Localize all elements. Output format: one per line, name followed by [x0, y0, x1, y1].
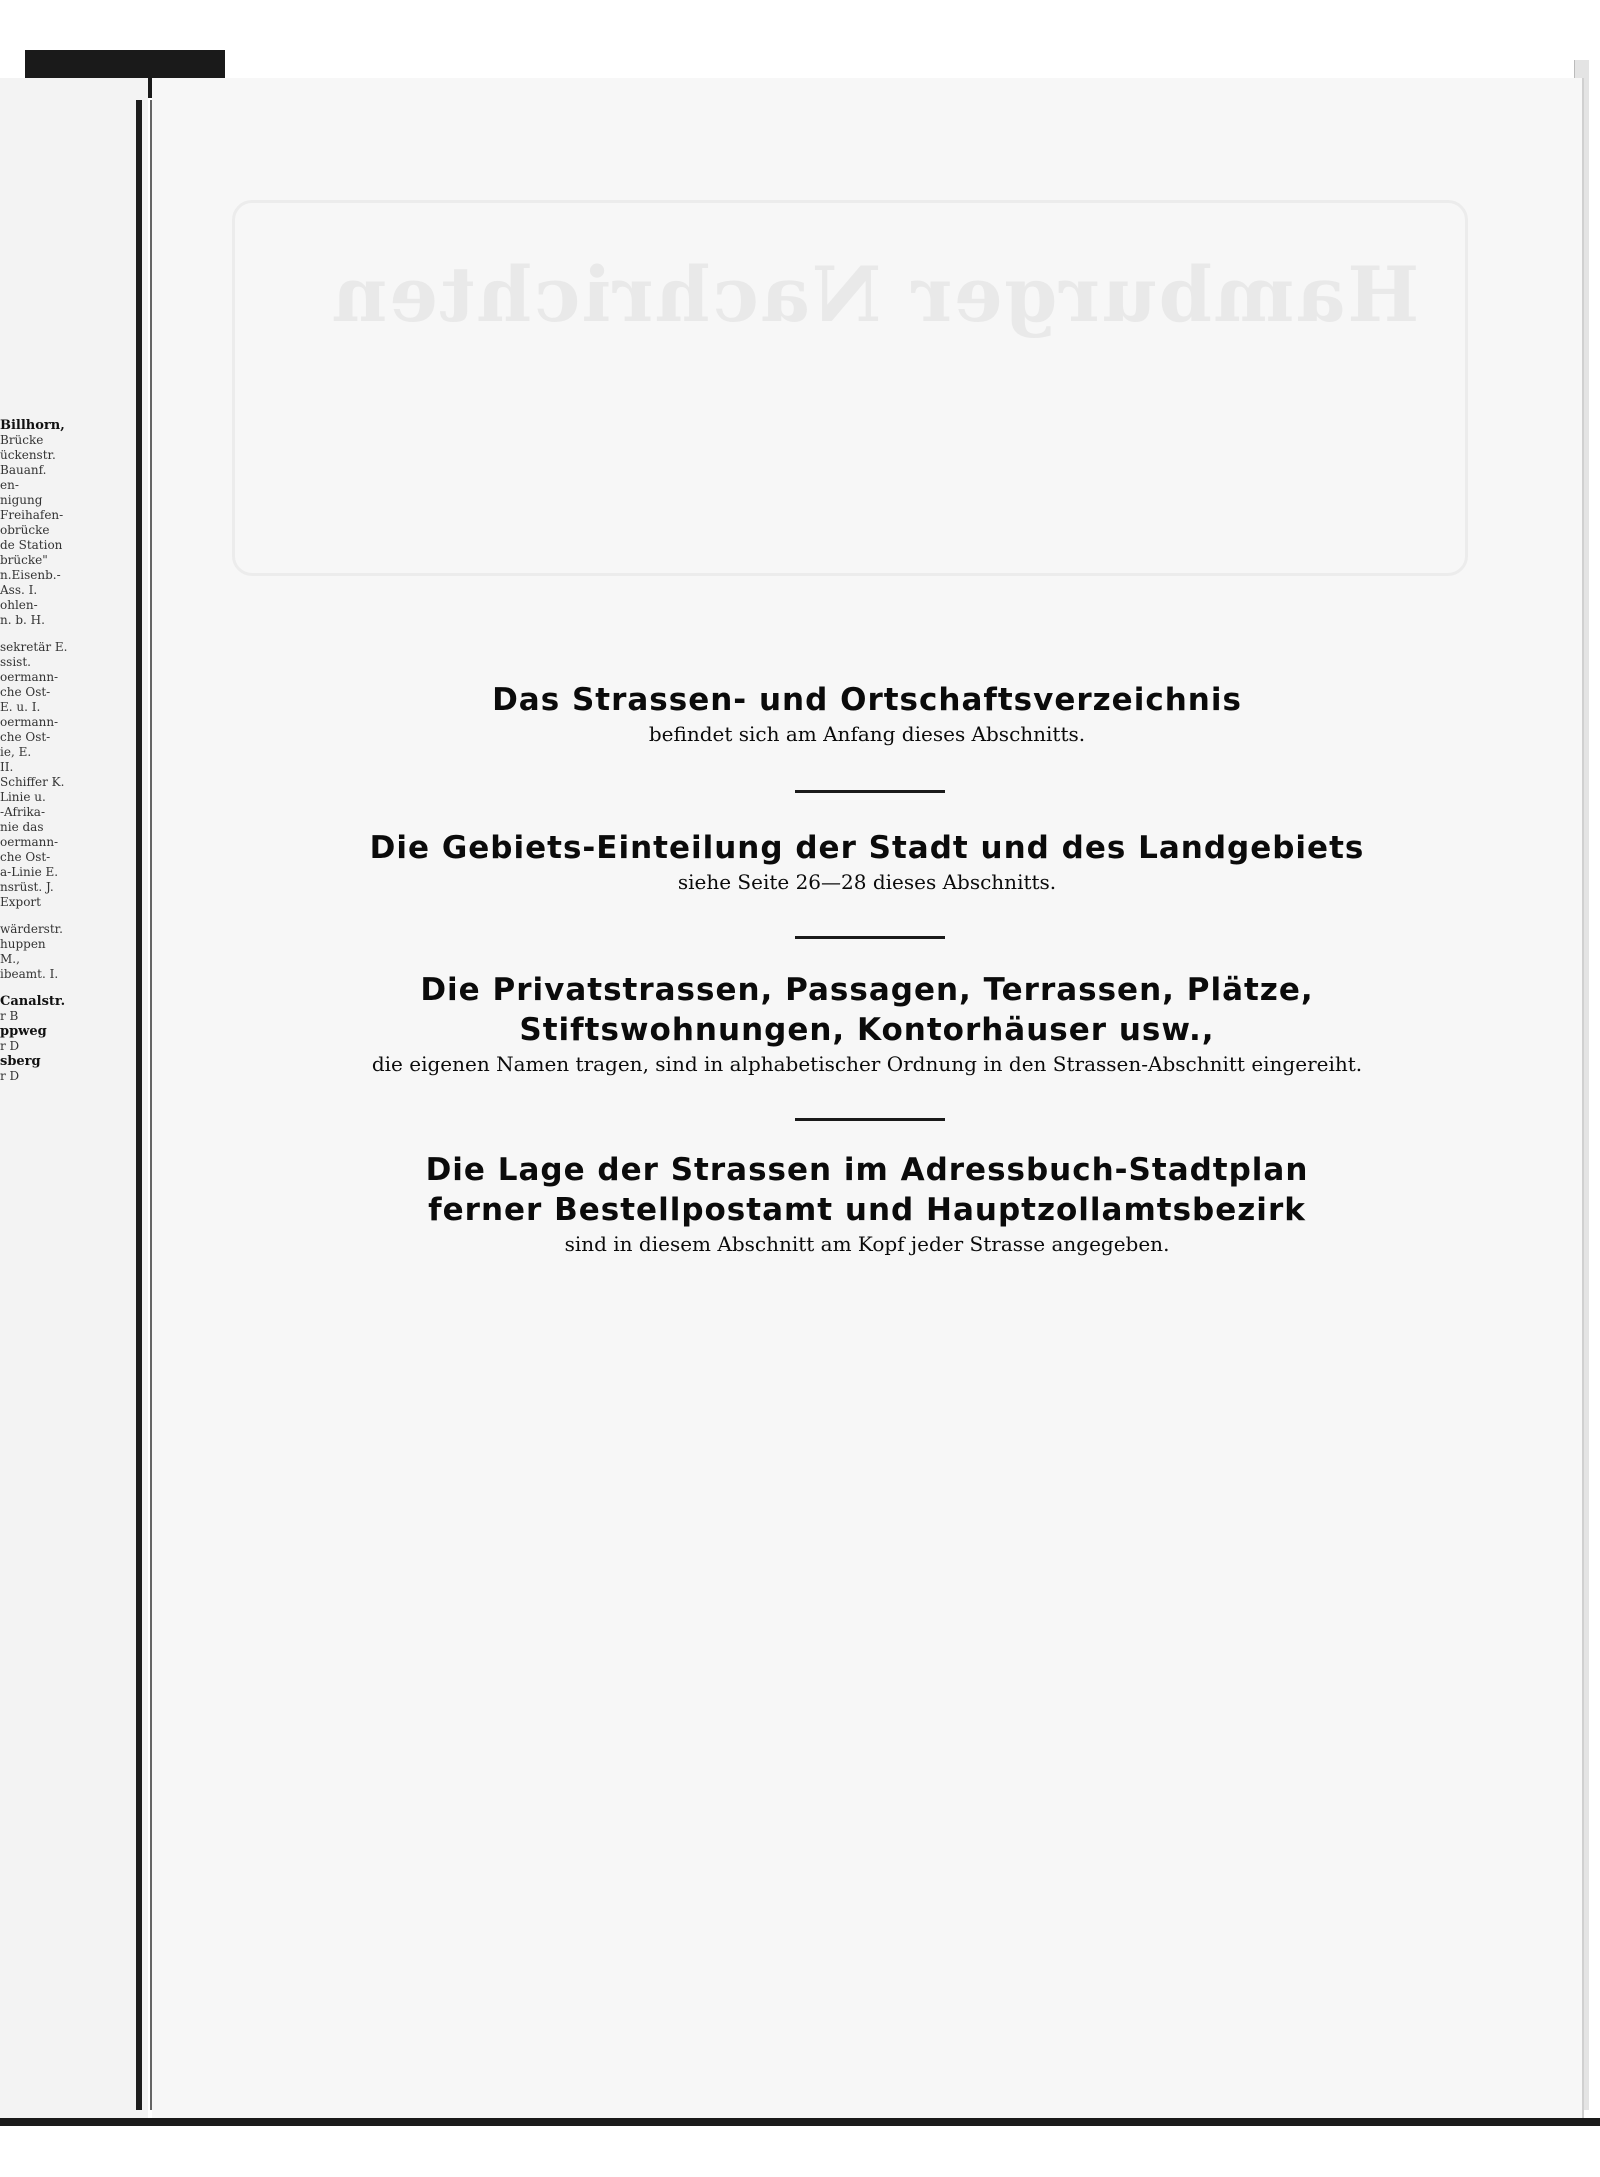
- facing-page-fragment: E. u. I.: [0, 700, 41, 714]
- section-street-location: [152, 1150, 1582, 1258]
- facing-page-fragment: Linie u.: [0, 790, 46, 804]
- facing-page-fragment: de Station: [0, 538, 63, 552]
- facing-page-fragment: Brücke: [0, 433, 44, 447]
- section-note: befindet sich am Anfang dieses Abschnitts.: [648, 722, 1086, 746]
- facing-page-fragment: che Ost-: [0, 685, 51, 699]
- facing-page-fragment: wärderstr.: [0, 922, 63, 936]
- facing-page-fragment: Freihafen-: [0, 508, 64, 522]
- facing-page-fragment: oermann-: [0, 715, 59, 729]
- section-note: siehe Seite 26—28 dieses Abschnitts.: [677, 870, 1057, 894]
- facing-page-fragment: ie, E.: [0, 745, 32, 759]
- section-private-streets: [152, 970, 1582, 1078]
- facing-page-fragment: en-: [0, 478, 19, 492]
- show-through-title: Hamburger Nachrichten: [330, 250, 1420, 339]
- facing-page-fragment: ppweg: [0, 1024, 47, 1039]
- facing-page-fragment: ibeamt. I.: [0, 967, 59, 981]
- facing-page-fragment: Bauanf.: [0, 463, 47, 477]
- facing-page-fragment: nigung: [0, 493, 43, 507]
- facing-page-fragment: nsrüst. J.: [0, 880, 54, 894]
- divider-rule: [795, 1118, 945, 1121]
- section-district-division: [152, 828, 1582, 896]
- facing-page-text: [0, 418, 148, 1084]
- facing-page-fragment: huppen: [0, 937, 46, 951]
- facing-page-fragment: sekretär E.: [0, 640, 68, 654]
- facing-page-fragment: che Ost-: [0, 850, 51, 864]
- section-heading: Das Strassen- und Ortschaftsverzeichnis: [492, 682, 1242, 718]
- facing-page-fragment: n. b. H.: [0, 613, 45, 627]
- facing-page-fragment: oermann-: [0, 670, 59, 684]
- scan-border-bottom: [0, 2118, 1600, 2126]
- facing-page-fragment: r D: [0, 1069, 20, 1083]
- facing-page-fragment: oermann-: [0, 835, 59, 849]
- facing-page-fragment: Canalstr.: [0, 994, 66, 1009]
- facing-page-fragment: Export: [0, 895, 41, 909]
- facing-page-fragment: -Afrika-: [0, 805, 46, 819]
- section-streets-index: [152, 680, 1582, 748]
- facing-page-fragment: che Ost-: [0, 730, 51, 744]
- facing-page-fragment: r B: [0, 1009, 19, 1023]
- divider-rule: [795, 790, 945, 793]
- section-heading-line-2: Stiftswohnungen, Kontorhäuser usw.,: [519, 1012, 1215, 1048]
- divider-rule: [795, 936, 945, 939]
- section-heading-line-2: ferner Bestellpostamt und Hauptzollamtsbezirk: [428, 1192, 1306, 1228]
- facing-page-fragment: brücke": [0, 553, 48, 567]
- section-heading-line-1: Die Lage der Strassen im Adressbuch-Stadtplan: [425, 1152, 1309, 1188]
- facing-page-fragment: sberg: [0, 1054, 41, 1069]
- facing-page-fragment: Schiffer K.: [0, 775, 65, 789]
- facing-page-fragment: r D: [0, 1039, 20, 1053]
- facing-page-fragment: II.: [0, 760, 14, 774]
- facing-page-left: [0, 78, 148, 2118]
- facing-page-fragment: M.,: [0, 952, 20, 966]
- facing-page-fragment: n.Eisenb.-: [0, 568, 61, 582]
- book-spine: [136, 100, 142, 2110]
- section-heading-line-1: Die Privatstrassen, Passagen, Terrassen, Plätze,: [420, 972, 1314, 1008]
- section-note: die eigenen Namen tragen, sind in alphabetischer Ordnung in den Strassen-Abschnitt eingereiht.: [371, 1052, 1363, 1076]
- facing-page-fragment: Billhorn,: [0, 418, 65, 433]
- section-heading: Die Gebiets-Einteilung der Stadt und des Landgebiets: [369, 830, 1365, 866]
- facing-page-fragment: ückenstr.: [0, 448, 56, 462]
- facing-page-fragment: ssist.: [0, 655, 31, 669]
- facing-page-fragment: a-Linie E.: [0, 865, 59, 879]
- facing-page-fragment: obrücke: [0, 523, 50, 537]
- facing-page-fragment: Ass. I.: [0, 583, 38, 597]
- facing-page-fragment: ohlen-: [0, 598, 38, 612]
- facing-page-fragment: nie das: [0, 820, 44, 834]
- section-note: sind in diesem Abschnitt am Kopf jeder Strasse angegeben.: [564, 1232, 1170, 1256]
